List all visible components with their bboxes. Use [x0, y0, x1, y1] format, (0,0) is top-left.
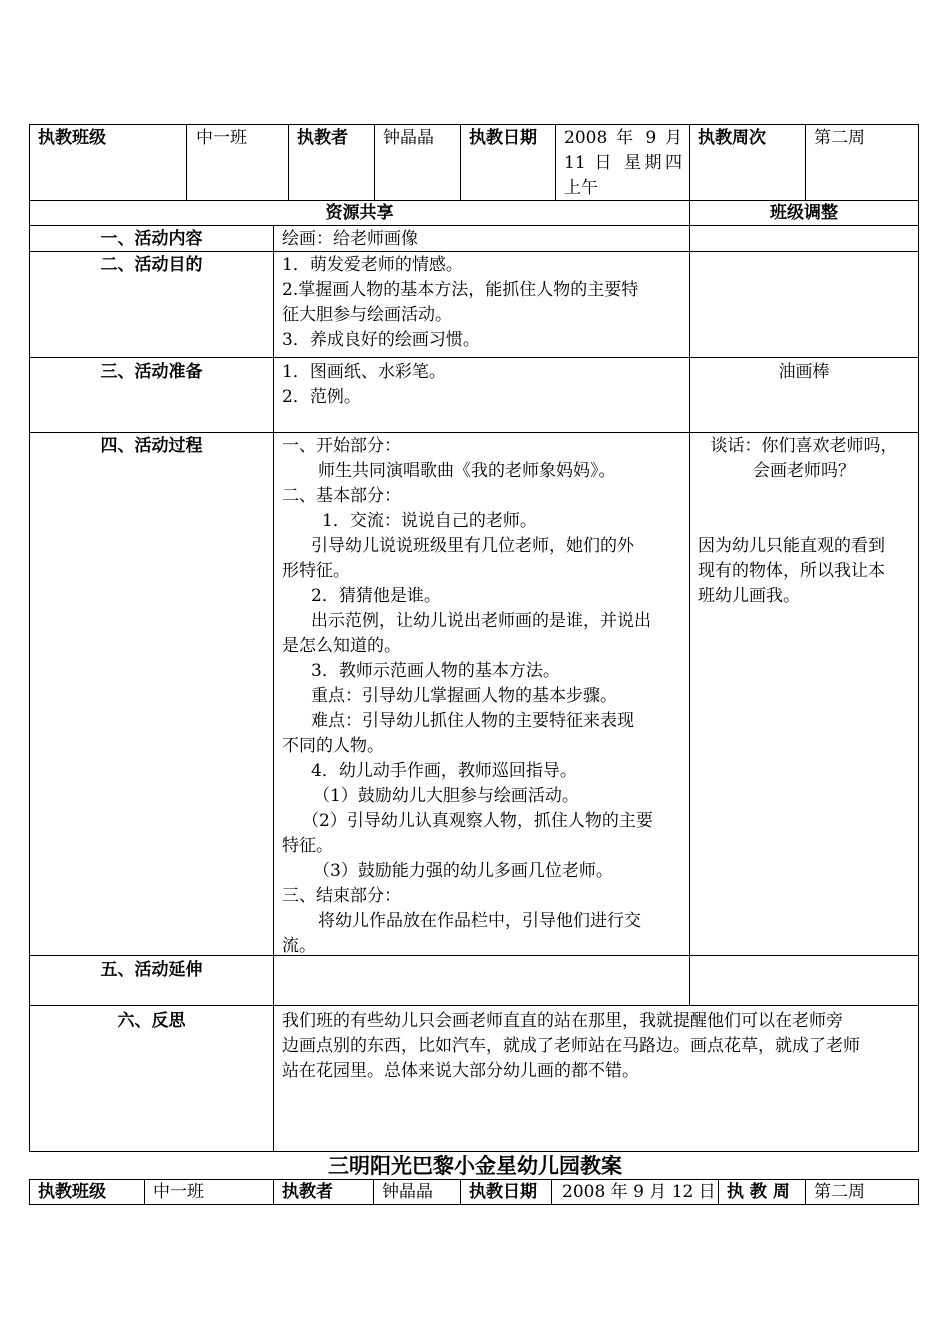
page-title: 三明阳光巴黎小金星幼儿园教案	[328, 1153, 622, 1178]
process-line: 2．猜猜他是谁。	[311, 586, 441, 606]
process-line: 4．幼儿动手作画，教师巡回指导。	[311, 761, 577, 781]
date-line-2: 11 日 星期四	[564, 153, 682, 173]
next-week-label: 执 教 周	[727, 1182, 790, 1202]
process-line: 特征。	[282, 836, 333, 856]
process-line: 形特征。	[282, 561, 350, 581]
next-class-label: 执教班级	[38, 1182, 106, 1202]
date-line-3: 上午	[564, 178, 598, 198]
reflect-label: 六、反思	[117, 1011, 186, 1031]
next-week-value: 第二周	[814, 1182, 865, 1202]
process-adjust-line: 会画老师吗？	[753, 461, 855, 481]
goal-label: 二、活动目的	[100, 255, 203, 275]
process-line: 重点：引导幼儿掌握画人物的基本步骤。	[311, 686, 617, 706]
teacher-label: 执教者	[297, 128, 348, 148]
goal-line: 征大胆参与绘画活动。	[282, 305, 452, 325]
date-line-1: 2008 年 9 月	[564, 128, 682, 148]
process-line: 3．教师示范画人物的基本方法。	[311, 661, 560, 681]
prep-adjust: 油画棒	[778, 362, 830, 382]
process-line: 二、基本部分：	[282, 486, 401, 506]
next-teacher-value: 钟晶晶	[382, 1182, 433, 1202]
next-date-label: 执教日期	[469, 1182, 537, 1202]
content-label: 一、活动内容	[100, 229, 203, 249]
content-text: 绘画：给老师画像	[282, 229, 418, 249]
process-adjust-line: 因为幼儿只能直观的看到	[698, 536, 885, 556]
teacher-value: 钟晶晶	[383, 128, 434, 148]
process-line: 1．交流：说说自己的老师。	[322, 511, 537, 531]
process-line: 将幼儿作品放在作品栏中，引导他们进行交	[318, 911, 641, 931]
process-line: 引导幼儿说说班级里有几位老师，她们的外	[311, 536, 634, 556]
class-label: 执教班级	[38, 128, 106, 148]
process-line: 师生共同演唱歌曲《我的老师象妈妈》。	[318, 461, 616, 481]
resource-heading: 资源共享	[325, 203, 394, 223]
reflect-line: 我们班的有些幼儿只会画老师直直的站在那里，我就提醒他们可以在老师旁	[282, 1011, 843, 1031]
process-adjust-line: 现有的物体，所以我让本	[698, 561, 885, 581]
process-line: 难点：引导幼儿抓住人物的主要特征来表现	[311, 711, 634, 731]
prep-line: 1．图画纸、水彩笔。	[282, 362, 446, 382]
adjust-heading: 班级调整	[770, 203, 838, 223]
process-line: 流。	[282, 936, 316, 956]
process-line: （3）鼓励能力强的幼儿多画几位老师。	[313, 861, 613, 881]
class-value: 中一班	[196, 128, 247, 148]
date-label: 执教日期	[469, 128, 537, 148]
reflect-line: 边画点别的东西，比如汽车，就成了老师站在马路边。画点花草，就成了老师	[282, 1036, 860, 1056]
process-line: 一、开始部分：	[282, 436, 401, 456]
process-line: 不同的人物。	[282, 736, 384, 756]
process-adjust-line: 班幼儿画我。	[698, 586, 800, 606]
goal-line: 3．养成良好的绘画习惯。	[282, 330, 480, 350]
process-line: 是怎么知道的。	[282, 636, 401, 656]
goal-line: 1．萌发爱老师的情感。	[282, 255, 463, 275]
prep-line: 2．范例。	[282, 387, 361, 407]
extend-label: 五、活动延伸	[100, 960, 203, 980]
next-date-value: 2008 年 9 月 12 日	[562, 1182, 716, 1202]
goal-line: 2.掌握画人物的基本方法，能抓住人物的主要特	[282, 280, 639, 300]
next-teacher-label: 执教者	[282, 1182, 333, 1202]
week-value: 第二周	[814, 128, 865, 148]
process-line: （2）引导幼儿认真观察人物，抓住人物的主要	[302, 811, 653, 831]
next-class-value: 中一班	[153, 1182, 204, 1202]
process-line: 出示范例，让幼儿说出老师画的是谁，并说出	[311, 611, 651, 631]
process-adjust-line: 谈话：你们喜欢老师吗，	[710, 436, 898, 456]
process-label: 四、活动过程	[100, 436, 203, 456]
prep-label: 三、活动准备	[100, 362, 203, 382]
process-line: （1）鼓励幼儿大胆参与绘画活动。	[313, 786, 579, 806]
week-label: 执教周次	[698, 128, 766, 148]
reflect-line: 站在花园里。总体来说大部分幼儿画的都不错。	[282, 1061, 639, 1081]
process-line: 三、结束部分：	[282, 886, 401, 906]
